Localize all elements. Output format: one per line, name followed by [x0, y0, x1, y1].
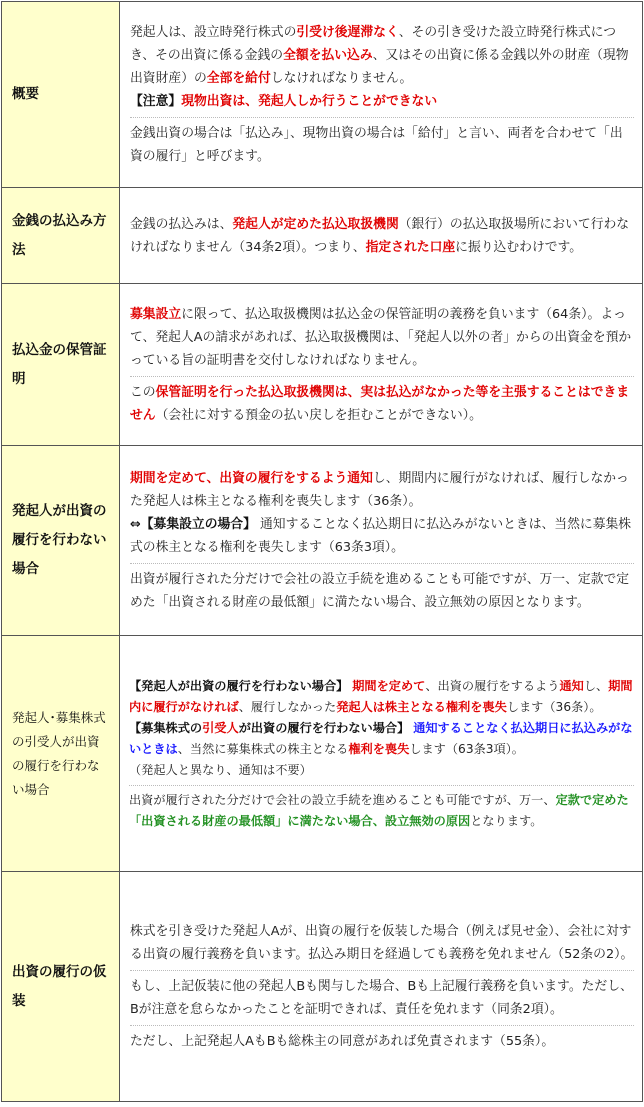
table-row — [2, 872, 643, 1102]
content-paragraph — [130, 970, 634, 1025]
highlight-text: 期間内に履行がなければ — [129, 678, 633, 714]
table-row — [2, 284, 643, 446]
content-paragraph — [130, 916, 634, 970]
highlight-text: 通知することなく払込期日に払込みがないときは — [129, 720, 633, 756]
highlight-text: 発起人が定めた払込取扱機関 — [232, 216, 399, 232]
body-text: に振り込むわけです。 — [455, 239, 583, 255]
row-label: 金銭の払込み方法 — [2, 188, 120, 284]
row-content — [120, 636, 643, 872]
body-text: 通知することなく払込期日に払込みがないときは、当然に募集株式の株主となる権利を喪失します（63条3項）。 — [130, 517, 632, 555]
body-text: 株式を引き受けた発起人Aが、出資の履行を仮装した場合（例えば見せ金）、会社に対する出資の履行義務を負います。払込み期日を経過しても義務を免れません（52条の2）。 — [130, 924, 634, 962]
body-text: （銀行）の払込取扱場所において行わなければなりません（34条2項）。つまり、 — [130, 216, 630, 255]
body-text: 、その引き受けた設立時発行株式につき、その出資に係る金銭の — [130, 25, 617, 63]
body-text: し、 — [583, 678, 609, 693]
row-label: 概要 — [2, 2, 120, 188]
body-text: （発起人と異なり、通知は不要） — [129, 762, 312, 777]
body-text: 、履行しなかった — [238, 699, 337, 714]
row-label: 出資の履行の仮装 — [2, 872, 120, 1102]
content-paragraph — [129, 672, 634, 785]
highlight-text: 全額を払い込み — [283, 48, 373, 63]
highlight-text: 【注意】 — [130, 94, 182, 109]
highlight-text: 権利を喪失 — [348, 741, 410, 756]
body-text: もし、上記仮装に他の発起人Bも関与した場合、Bも上記履行義務を負います。ただし、Bが注意を怠らなかったことを証明できれば、責任を免れます（同条2項）。 — [130, 979, 633, 1017]
highlight-text: ⇔【募集設立の場合】 — [130, 517, 256, 532]
content-paragraph — [129, 785, 634, 836]
row-content — [120, 284, 643, 446]
body-text: 出資が履行された分だけで会社の設立手続を進めることも可能ですが、万一、定款で定めた「出資される財産の最低額」に満たない場合、設立無効の原因となります。 — [130, 572, 630, 610]
highlight-text: が出資の履行を行わない場合】 — [238, 720, 410, 735]
highlight-text: 指定された口座 — [365, 239, 456, 255]
row-content — [120, 446, 643, 636]
highlight-text: 期間を定めて、出資の履行をするよう通知 — [130, 471, 373, 486]
row-label: 払込金の保管証明 — [2, 284, 120, 446]
summary-table — [1, 1, 643, 1102]
body-text: となります。 — [470, 813, 543, 828]
table-row — [2, 2, 643, 188]
body-text: に限って、払込取扱機関は払込金の保管証明の義務を負います（64条）。よって、発起人Aの請求があれば、払込取扱機関は、「発起人以外の者」からの出資金を預かっている旨の証明書を交付しなければなりません。 — [130, 306, 632, 368]
body-text: しなければなりません。 — [270, 71, 413, 86]
content-paragraph — [130, 463, 634, 563]
content-paragraph — [130, 376, 634, 431]
body-text: ただし、上記発起人AもBも総株主の同意があれば免責されます（55条）。 — [130, 1034, 555, 1049]
row-content — [120, 188, 643, 284]
highlight-text: 定款で定めた「出資される財産の最低額」に満たない場合、設立無効の原因 — [129, 792, 629, 828]
content-paragraph — [130, 209, 634, 263]
body-text: 発起人は、設立時発行株式の — [130, 25, 297, 40]
body-text: し、期間内に履行がなければ、履行しなかった発起人は株主となる権利を喪失します（36条）。 — [130, 471, 629, 509]
highlight-text: 【募集株式の — [129, 720, 203, 735]
highlight-text: 期間を定めて — [352, 678, 426, 693]
highlight-text: 引受人 — [202, 720, 239, 735]
body-text: 、当然に募集株式の株主となる — [177, 741, 349, 756]
highlight-text: 全部を給付 — [206, 71, 271, 86]
content-paragraph — [130, 299, 634, 376]
highlight-text: 保管証明を行った払込取扱機関は、実は払込がなかった等を主張することはできません — [130, 384, 630, 423]
highlight-text: 引受け後遅滞なく — [296, 25, 399, 40]
highlight-text: 発起人は株主となる権利を喪失 — [336, 699, 507, 714]
body-text: します（36条）。 — [506, 699, 602, 714]
body-text: 出資が履行された分だけで会社の設立手続を進めることも可能ですが、万一、 — [129, 792, 556, 807]
table-row — [2, 188, 643, 284]
content-paragraph — [130, 17, 634, 117]
highlight-text: 【発起人が出資の履行を行わない場合】 — [129, 678, 349, 693]
content-paragraph — [130, 117, 634, 172]
row-label: 発起人･募集株式の引受人が出資の履行を行わない場合 — [2, 636, 120, 872]
row-label: 発起人が出資の履行を行わない場合 — [2, 446, 120, 636]
row-content — [120, 2, 643, 188]
highlight-text: 通知 — [559, 678, 584, 693]
table-row — [2, 636, 643, 872]
highlight-text: 現物出資は、発起人しか行うことができない — [181, 94, 438, 109]
body-text: 、出資の履行をするよう — [425, 678, 560, 693]
row-content — [120, 872, 643, 1102]
highlight-text: 募集設立 — [130, 306, 182, 322]
body-text: 、又はその出資に係る金銭以外の財産（現物出資財産）の — [130, 48, 629, 86]
body-text: （会社に対する預金の払い戻しを拒むことができない）。 — [155, 407, 482, 423]
body-text: この — [130, 384, 156, 400]
table-row — [2, 446, 643, 636]
body-text: 金銭出資の場合は「払込み」、現物出資の場合は「給付」と言い、両者を合わせて「出資の履行」と呼びます。 — [130, 126, 623, 164]
body-text: します（63条3項）。 — [409, 741, 524, 756]
body-text: 金銭の払込みは、 — [130, 216, 233, 232]
content-paragraph — [130, 563, 634, 618]
content-paragraph — [130, 1025, 634, 1057]
